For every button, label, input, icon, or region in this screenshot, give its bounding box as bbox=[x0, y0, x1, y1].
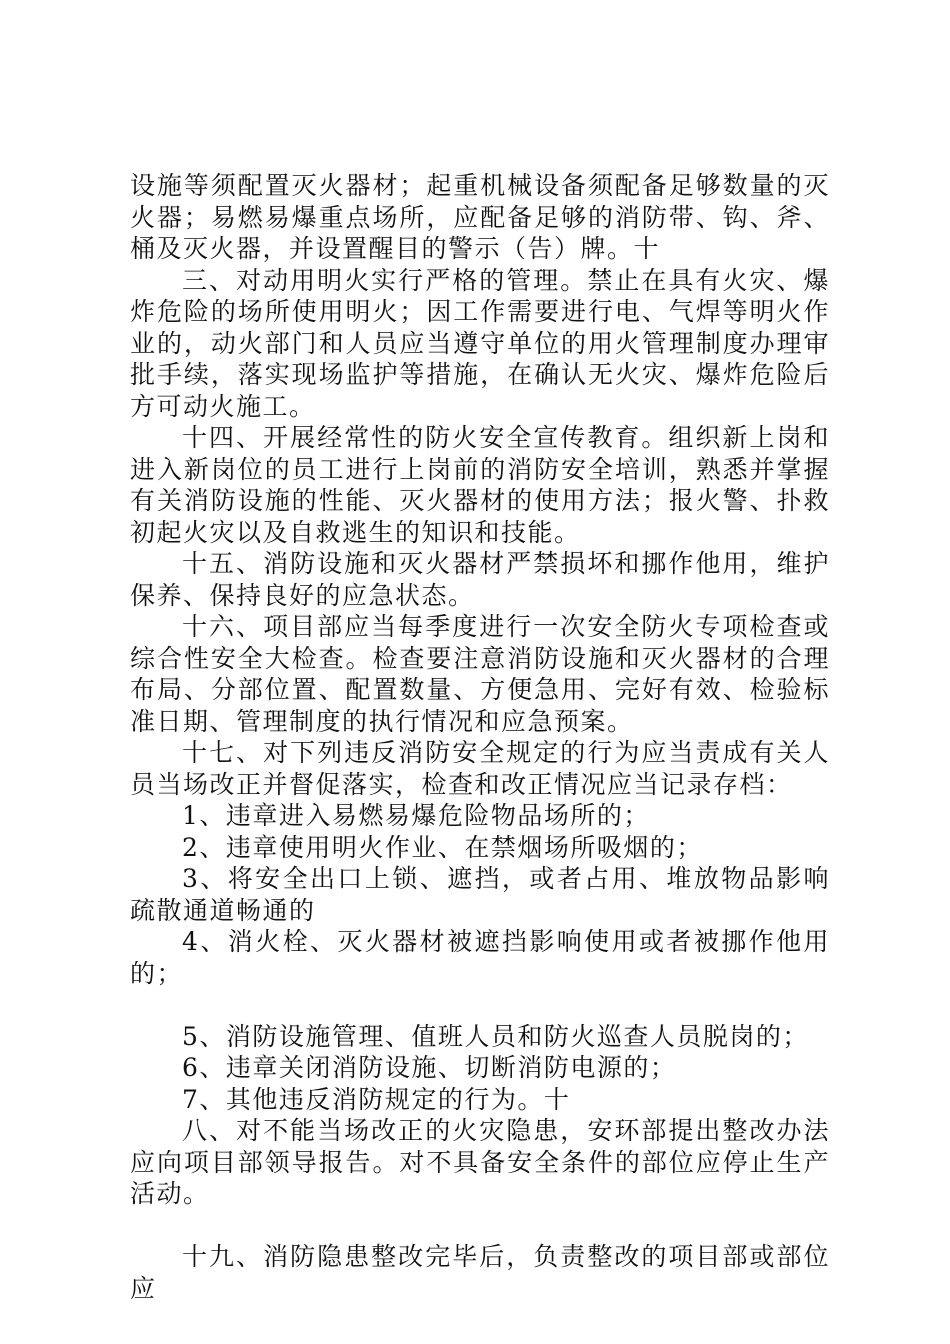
list-item-4: 4、消火栓、灭火器材被遮挡影响使用或者被挪作他用的； bbox=[130, 927, 830, 988]
paragraph-equipment-protection: 十五、消防设施和灭火器材严禁损坏和挪作他用，维护保养、保持良好的应急状态。 bbox=[130, 549, 830, 610]
list-item-2: 2、违章使用明火作业、在禁烟场所吸烟的； bbox=[182, 832, 703, 862]
blank-line bbox=[130, 989, 830, 1021]
list-item-3: 3、将安全出口上锁、遮挡，或者占用、堆放物品影响疏散通道畅通的 bbox=[130, 864, 830, 925]
list-item-6: 6、违章关闭消防设施、切断消防电源的； bbox=[182, 1053, 677, 1082]
blank-line bbox=[130, 1210, 830, 1242]
list-item-7: 7、其他违反消防规定的行为。十 bbox=[182, 1084, 571, 1114]
paragraph-open-fire-management: 三、对动用明火实行严格的管理。禁止在具有火灾、爆炸危险的场所使用明火；因工作需要进行电、气焊等明火作业的，动火部门和人员应当遵守单位的用火管理制度办理审批手续，落实现场监护等措施，在确认无火灾、爆炸危险后方可动火施工。 bbox=[130, 265, 830, 421]
paragraph-hazard-report: 八、对不能当场改正的火灾隐患，安环部提出整改办法应向项目部领导报告。对不具备安全条件的部位应停止生产活动。 bbox=[130, 1116, 830, 1208]
paragraph-fire-equipment: 设施等须配置灭火器材；起重机械设备须配备足够数量的灭火器；易燃易爆重点场所，应配备足够的消防带、钩、斧、桶及灭火器，并设置醒目的警示（告）牌。十 bbox=[130, 171, 830, 263]
paragraph-rectification-complete: 十九、消防隐患整改完毕后，负责整改的项目部或部位应 bbox=[130, 1242, 830, 1303]
paragraph-quarterly-inspection: 十六、项目部应当每季度进行一次安全防火专项检查或综合性安全大检查。检查要注意消防设施和灭火器材的合理布局、分部位置、配置数量、方便急用、完好有效、检验标准日期、管理制度的执行情况和应急预案。 bbox=[130, 612, 830, 736]
list-item-1: 1、违章进入易燃易爆危险物品场所的； bbox=[182, 801, 650, 830]
list-item-5: 5、消防设施管理、值班人员和防火巡查人员脱岗的； bbox=[182, 1021, 809, 1051]
paragraph-violation-correction: 十七、对下列违反消防安全规定的行为应当责成有关人员当场改正并督促落实，检查和改正情况应当记录存档： bbox=[130, 738, 830, 799]
paragraph-fire-safety-education: 十四、开展经常性的防火安全宣传教育。组织新上岗和进入新岗位的员工进行上岗前的消防安全培训，熟悉并掌握有关消防设施的性能、灭火器材的使用方法；报火警、扑救初起火灾以及自救逃生的知识和技能。 bbox=[130, 423, 830, 547]
document-body bbox=[130, 170, 830, 1304]
